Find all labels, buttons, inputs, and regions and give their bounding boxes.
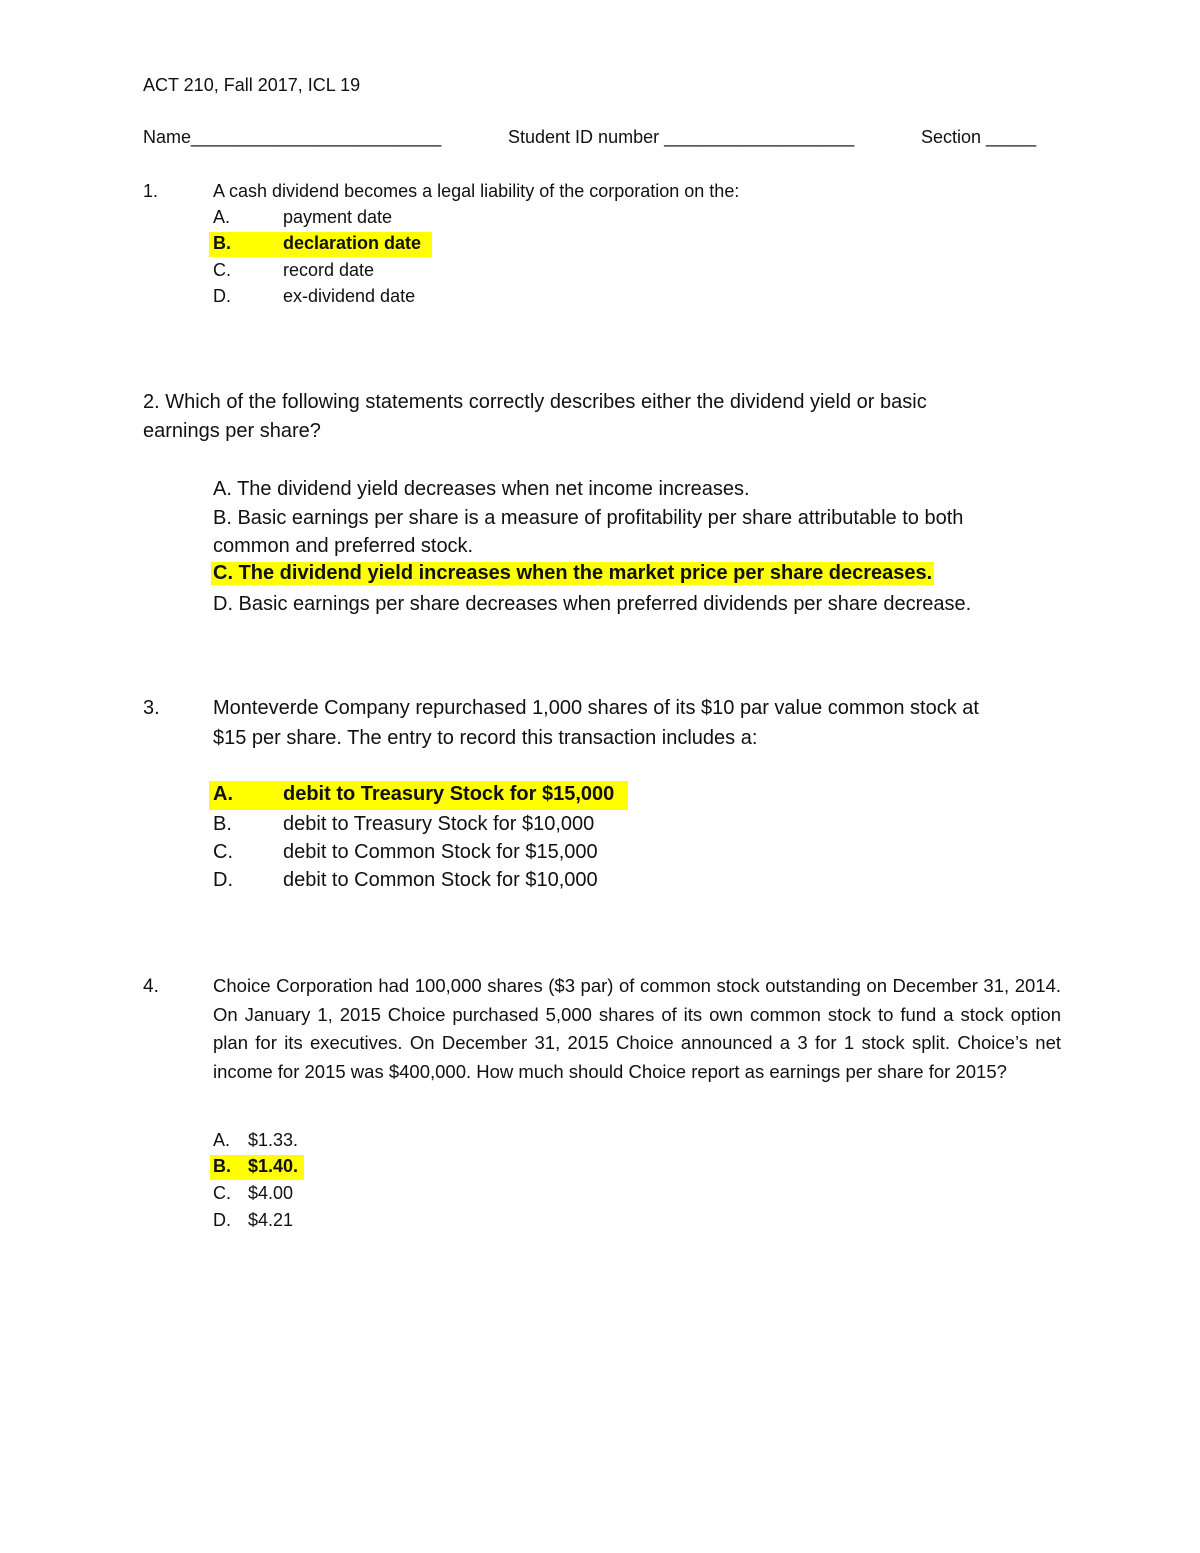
q1-option-text: payment date	[283, 207, 393, 227]
q3-number: 3.	[143, 697, 160, 719]
q2-option-continuation: common and preferred stock.	[213, 535, 474, 557]
q3-option-text: debit to Common Stock for $10,000	[283, 869, 598, 891]
q4-option-letter: C.	[213, 1183, 231, 1203]
q1-option-letter: D.	[213, 286, 231, 306]
q3-text-line1: Monteverde Company repurchased 1,000 shares of its $10 par value common stock at	[213, 697, 979, 719]
name-field-label: Name_________________________	[143, 127, 442, 147]
q2-option: B. Basic earnings per share is a measure of profitability per share attributable to both	[213, 507, 964, 529]
q3-option-letter: D.	[213, 869, 233, 891]
q1-option-letter: A.	[213, 207, 231, 227]
q3-option-letter: B.	[213, 813, 232, 835]
section-field-label: Section _____	[921, 127, 1037, 147]
q1-option-text: declaration date	[283, 233, 422, 253]
q4-option-letter: D.	[213, 1210, 231, 1230]
q2-answer-option: C. The dividend yield increases when the market price per share decreases.	[213, 562, 933, 584]
student-id-field-label: Student ID number ___________________	[508, 127, 855, 147]
q4-option-letter: B.	[213, 1156, 231, 1176]
q4-option-text: $4.00	[248, 1183, 294, 1203]
q2-text-line2: earnings per share?	[143, 420, 321, 442]
q3-option-text: debit to Common Stock for $15,000	[283, 841, 598, 863]
course-title: ACT 210, Fall 2017, ICL 19	[143, 75, 361, 95]
q3-text-line2: $15 per share. The entry to record this transaction includes a:	[213, 727, 758, 749]
q1-text: A cash dividend becomes a legal liability of the corporation on the:	[213, 181, 740, 201]
q1-option-text: record date	[283, 260, 375, 280]
q4-number: 4.	[143, 976, 159, 997]
q4-option-letter: A.	[213, 1130, 231, 1150]
q2-text-line1: 2. Which of the following statements correctly describes either the dividend yield or basic	[143, 391, 927, 413]
q3-option-letter: A.	[213, 783, 233, 805]
q4-text: Choice Corporation had 100,000 shares ($3 par) of common stock outstanding on December 31, 2014. On January 1, 2015 Choice purchased 5,000 shares of its own common stock to fund a stock option plan for its executives. On December 31, 2015 Choice announced a 3 for 1 stock split. Choice’s net income for 2015 was $400,000. How much should Choice report as earnings per share for 2015?	[213, 975, 1061, 1082]
q4-option-text: $1.40.	[248, 1156, 299, 1176]
q2-option: A. The dividend yield decreases when net income increases.	[213, 478, 750, 500]
q1-number: 1.	[143, 181, 159, 201]
q1-option-letter: B.	[213, 233, 231, 253]
q3-option-text: debit to Treasury Stock for $10,000	[283, 813, 595, 835]
q4-option-text: $1.33.	[248, 1130, 299, 1150]
q3-option-letter: C.	[213, 841, 233, 863]
q4-option-text: $4.21	[248, 1210, 294, 1230]
q3-option-text: debit to Treasury Stock for $15,000	[283, 783, 615, 805]
q1-option-text: ex-dividend date	[283, 286, 416, 306]
q2-option: D. Basic earnings per share decreases when preferred dividends per share decrease.	[213, 593, 972, 615]
q1-option-letter: C.	[213, 260, 231, 280]
